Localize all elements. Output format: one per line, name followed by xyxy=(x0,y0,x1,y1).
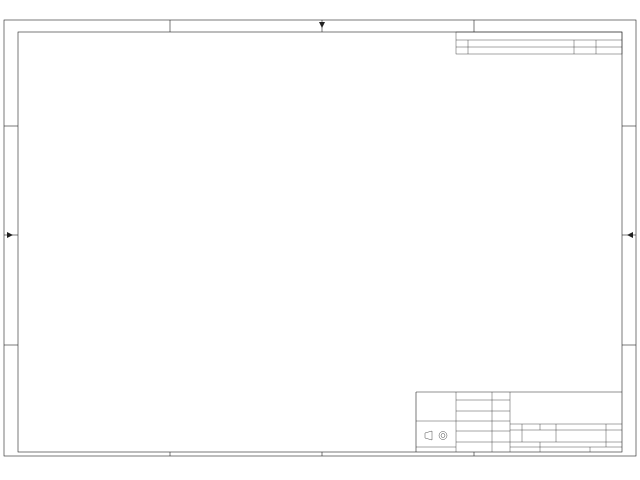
revisions-table xyxy=(456,32,622,54)
zone-ticks xyxy=(4,20,636,456)
third-angle-projection-symbol xyxy=(425,431,447,440)
outer-border xyxy=(4,20,636,456)
inner-frame xyxy=(18,32,622,452)
title-block xyxy=(416,392,622,452)
zone-arrows xyxy=(7,22,633,238)
